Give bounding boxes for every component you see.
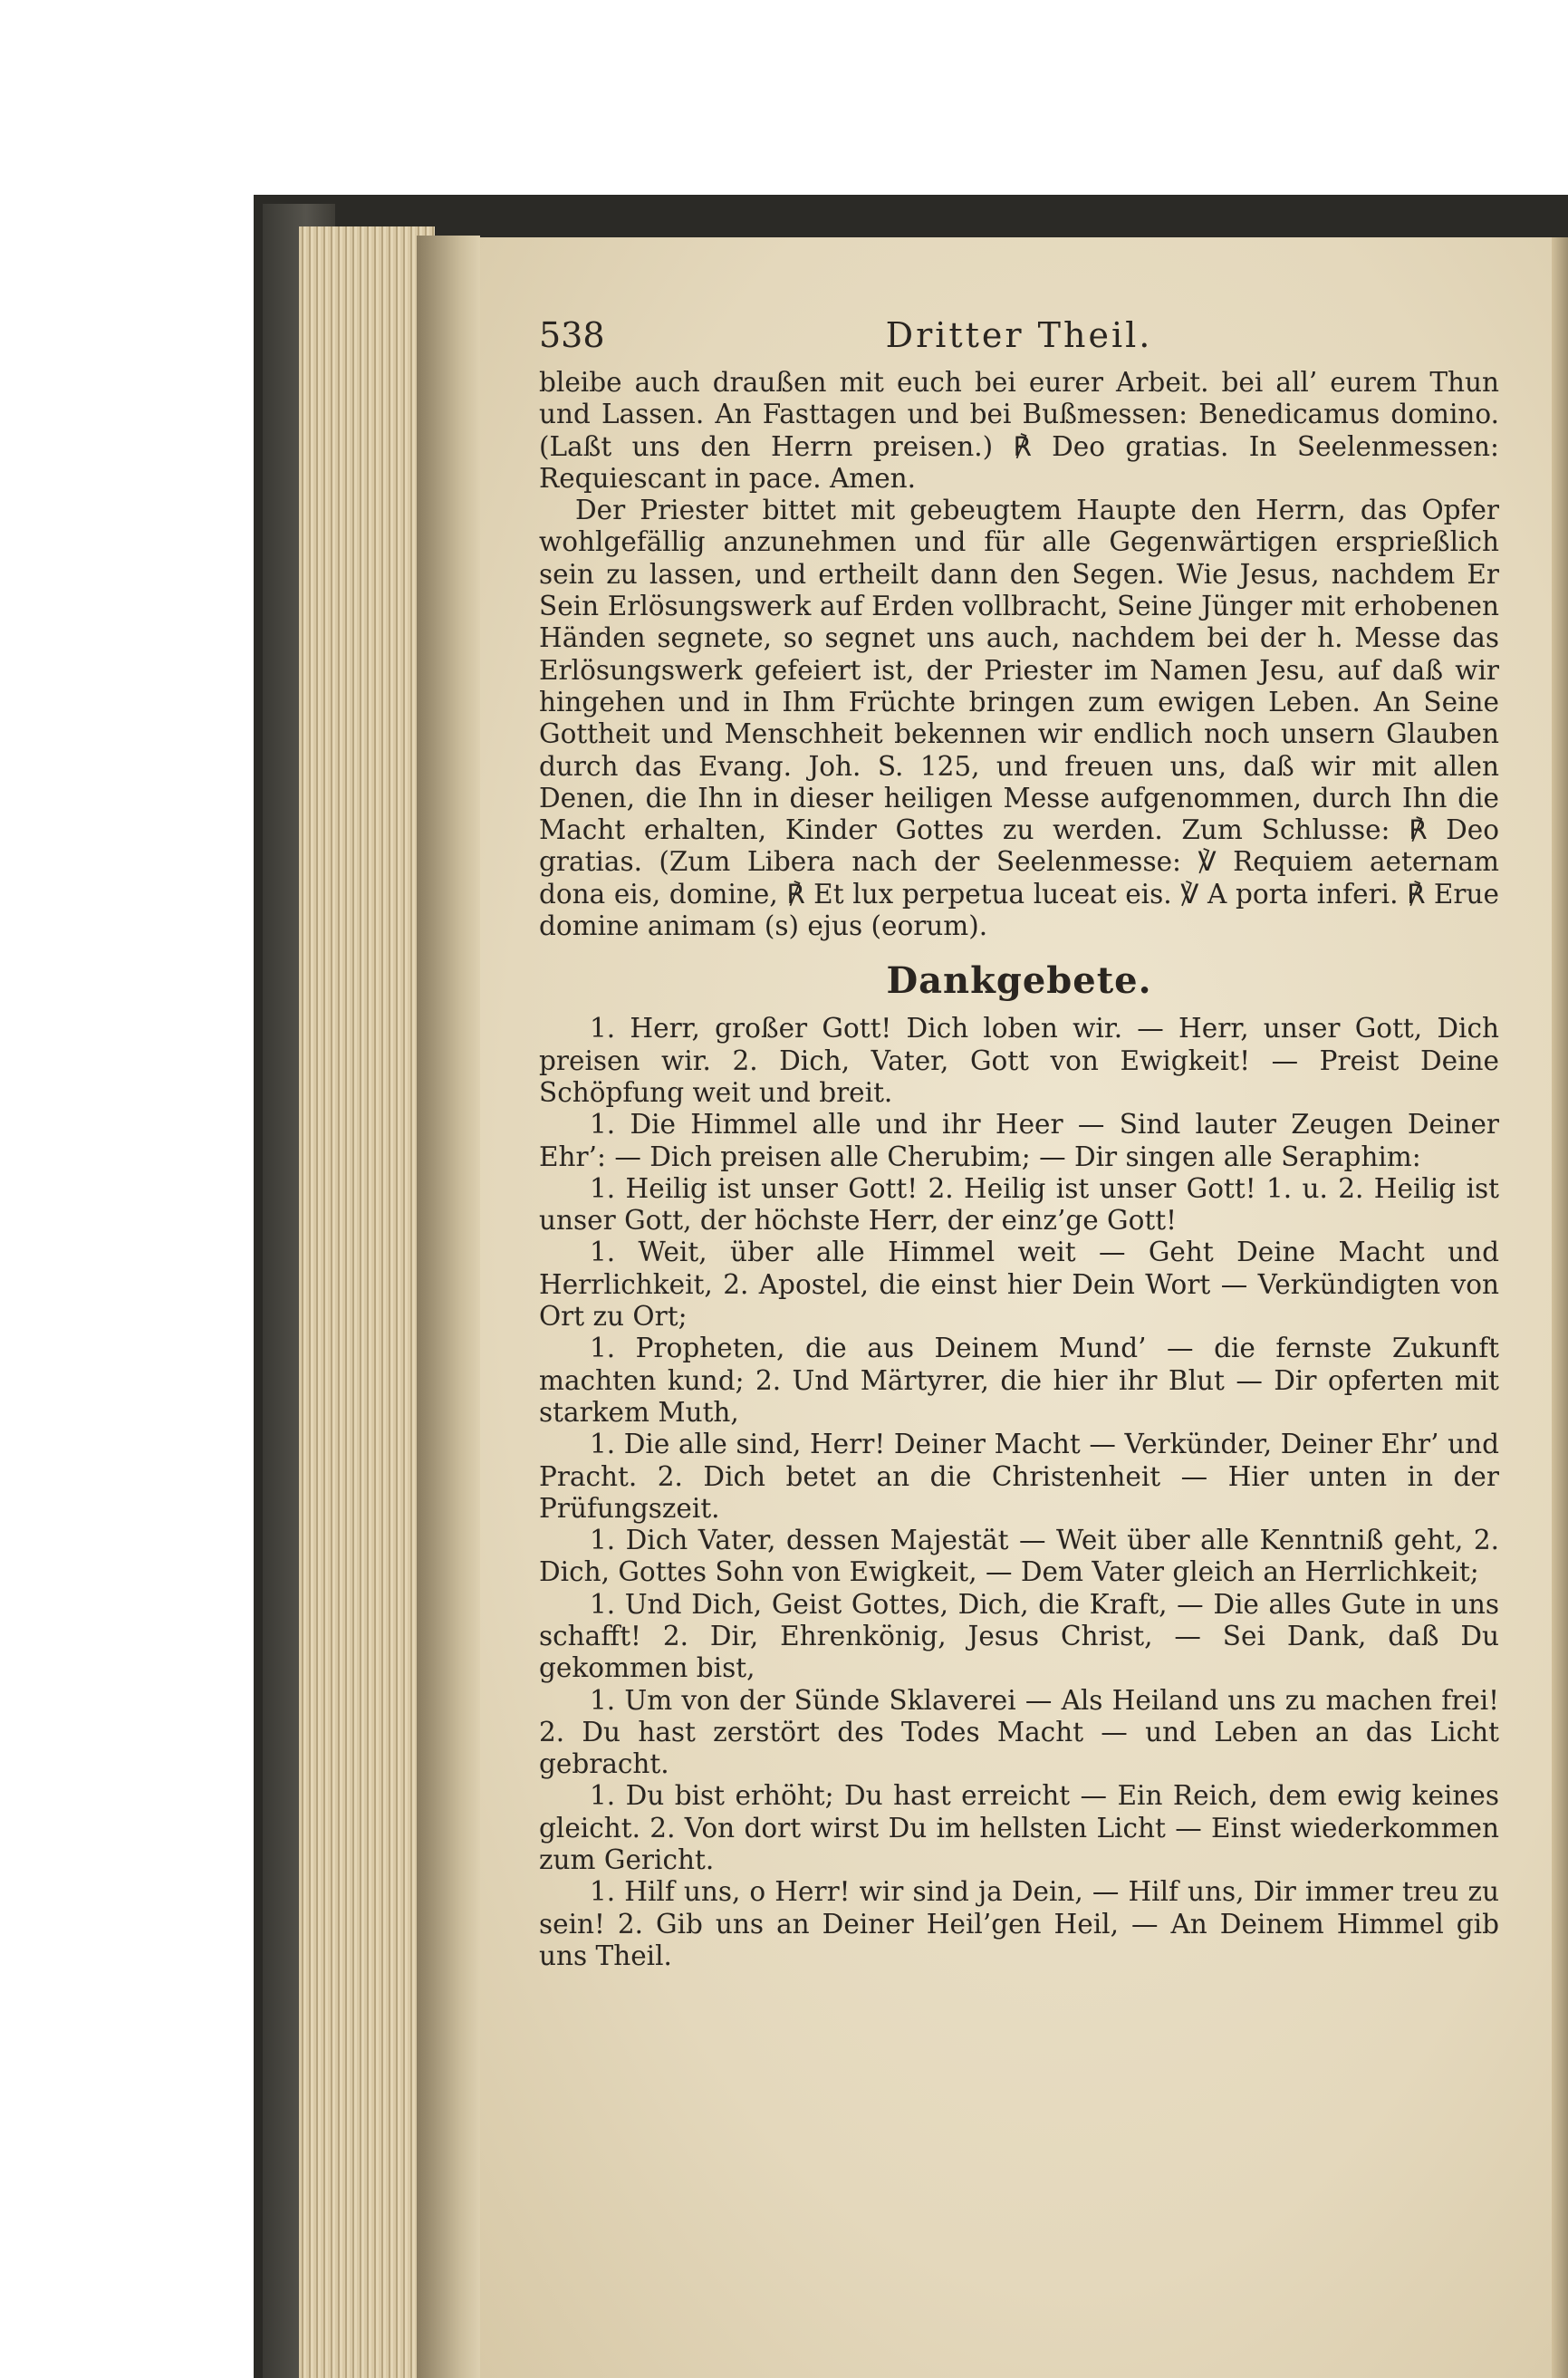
section-title: Dankgebete. (886, 959, 1152, 1003)
page-content (539, 303, 1499, 1972)
page-gutter (417, 236, 480, 2378)
running-head: Dritter Theil. (885, 315, 1153, 355)
stanza: 1. Heilig ist unser Gott! 2. Heilig ist unser Gott! 1. u. 2. Heilig ist unser Gott, der höchste Herr, der einz’ge Gott! (539, 1172, 1499, 1237)
stanza: 1. Herr, großer Gott! Dich loben wir. — Herr, unser Gott, Dich preisen wir. 2. Dich, Vater, Gott von Ewigkeit! — Preist Deine Schöpfung weit und breit. (539, 1013, 1499, 1108)
stanza: 1. Dich Vater, dessen Majestät — Weit über alle Kenntniß geht, 2. Dich, Gottes Sohn von Ewigkeit, — Dem Vater gleich an Herrlichkeit; (539, 1525, 1499, 1588)
page-edges (299, 226, 435, 2378)
stanza: 1. Die Himmel alle und ihr Heer — Sind lauter Zeugen Deiner Ehr’: — Dich preisen alle Cherubim; — Dir singen alle Seraphim: (539, 1109, 1499, 1172)
stanza: 1. Die alle sind, Herr! Deiner Macht — Verkünder, Deiner Ehr’ und Pracht. 2. Dich betet an die Christenheit — Hier unten in der Prüfungszeit. (539, 1429, 1499, 1524)
stanza: 1. Hilf uns, o Herr! wir sind ja Dein, — Hilf uns, Dir immer treu zu sein! 2. Gib uns an Deiner Heil’gen Heil, — An Deinem Himmel gib uns Theil. (539, 1876, 1499, 1971)
stanza: 1. Propheten, die aus Deinem Mund’ — die fernste Zukunft machten kund; 2. Und Märtyrer, die hier ihr Blut — Dir opferten mit starkem Muth, (539, 1333, 1499, 1428)
page-header (539, 303, 1499, 367)
hymn-stanzas (539, 1013, 1499, 1972)
stanza: 1. Weit, über alle Himmel weit — Geht Deine Macht und Herrlichkeit, 2. Apostel, die einst hier Dein Wort — Verkündigten von Ort zu Ort; (539, 1237, 1499, 1333)
stanza: 1. Und Dich, Geist Gottes, Dich, die Kraft, — Die alles Gute in uns schafft! 2. Dir, Ehrenkönig, Jesus Christ, — Sei Dank, daß Du gekommen bist, (539, 1588, 1499, 1684)
stanza: 1. Um von der Sünde Sklaverei — Als Heiland uns zu machen frei! 2. Du hast zerstört des Todes Macht — und Leben an das Licht gebracht. (539, 1684, 1499, 1780)
stanza: 1. Du bist erhöht; Du hast erreicht — Ein Reich, dem ewig keines gleicht. 2. Von dort wirst Du im hellsten Licht — Einst wiederkommen zum Gericht. (539, 1780, 1499, 1876)
page-right-edge (1552, 237, 1568, 2378)
paragraph-priest-blessing: Der Priester bittet mit gebeugtem Haupte den Herrn, das Opfer wohlgefällig anzunehmen und für alle Gegenwärtigen ersprießlich sein zu lassen, und ertheilt dann den Segen. Wie Jesus, nachdem Er Sein Erlösungswerk auf Erden vollbracht, Seine Jünger mit erhobenen Händen segnete, so segnet uns auch, nachdem bei der h. Messe das Erlösungswerk gefeiert ist, der Priester im Namen Jesu, auf daß wir hingehen und in Ihm Früchte bringen zum ewigen Leben. An Seine Gottheit und Menschheit bekennen wir endlich noch unsern Glauben durch das Evang. Joh. S. 125, und freuen uns, daß wir mit allen Denen, die Ihn in dieser heiligen Messe aufgenommen, durch Ihn die Macht erhalten, Kinder Gottes zu werden. Zum Schlusse: ℟ Deo gratias. (Zum Libera nach der Seelenmesse: ℣ Requiem aeternam dona eis, domine, ℟ Et lux perpetua luceat eis. ℣ A porta inferi. ℟ Erue domine animam (s) ejus (eorum). (539, 495, 1499, 942)
page-number: 538 (539, 315, 605, 355)
paragraph-blessing: bleibe auch draußen mit euch bei eurer Arbeit. bei all’ eurem Thun und Lassen. An Fasttagen und bei Bußmessen: Benedicamus domino. (Laßt uns den Herrn preisen.) ℟ Deo gratias. In Seelenmessen: Requiescant in pace. Amen. (539, 367, 1499, 494)
